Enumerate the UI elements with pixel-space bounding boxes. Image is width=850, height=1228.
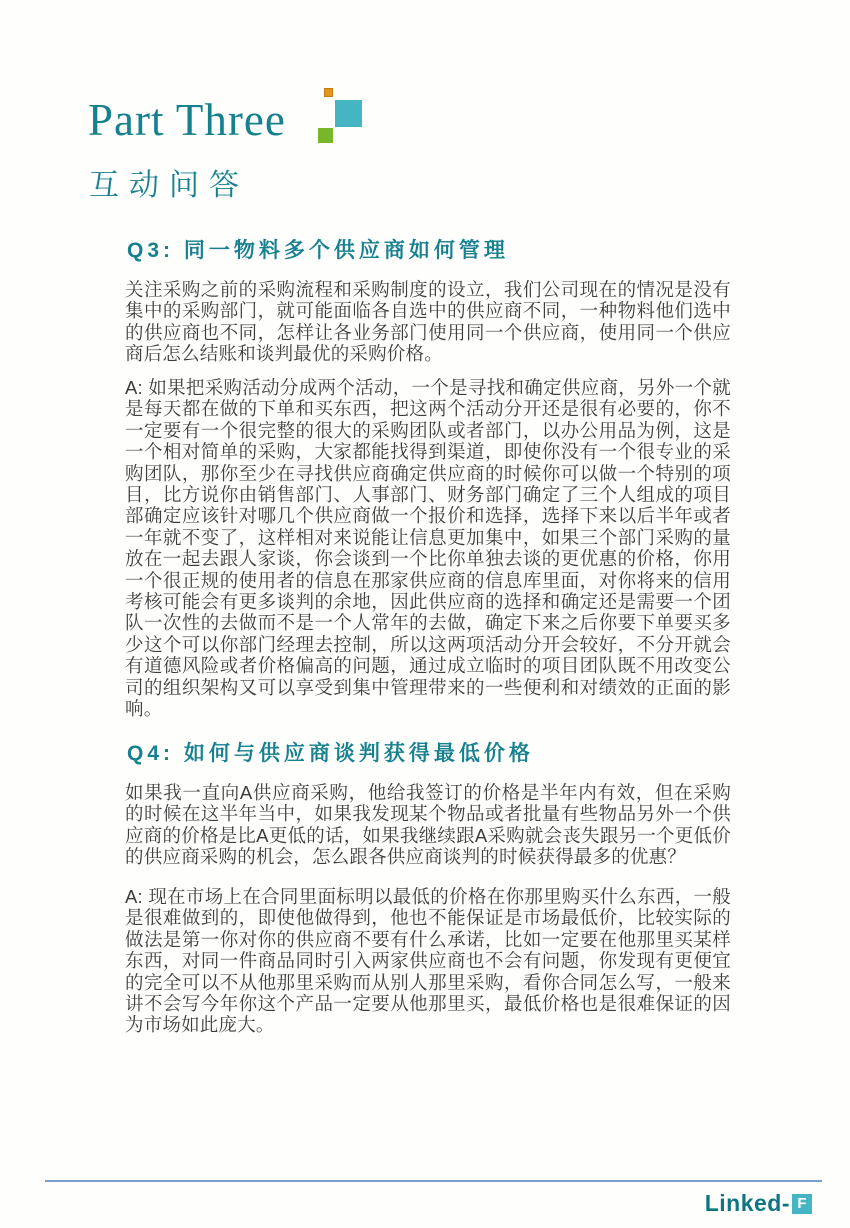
footer-divider <box>45 1180 822 1182</box>
question-text-q3: 关注采购之前的采购流程和采购制度的设立，我们公司现在的情况是没有集中的采购部门，就可能面临各自选中的供应商不同，一种物料他们选中的供应商也不同，怎样让各业务部门使用同一个供应商，使用同一个供应商后怎么结账和谈判最优的采购价格。 <box>125 279 731 365</box>
question-heading-q4: Q4: 如何与供应商谈判获得最低价格 <box>127 742 534 765</box>
section-title: 互动问答 <box>89 169 249 202</box>
logo-badge: F <box>792 1194 812 1214</box>
logo-text: Linked- <box>704 1190 790 1216</box>
question-text-q4: 如果我一直向A供应商采购，他给我签订的价格是半年内有效，但在采购的时候在这半年当中，如果我发现某个物品或者批量有些物品另外一个供应商的价格是比A更低的话，如果我继续跟A采购就会丧失跟另一个更低价的供应商采购的机会，怎么跟各供应商谈判的时候获得最多的优惠？ <box>125 782 731 868</box>
square-teal-icon <box>335 100 362 127</box>
square-orange-icon <box>324 88 333 97</box>
linkedf-logo <box>705 1190 812 1217</box>
square-green-icon <box>318 128 333 143</box>
answer-text-q3: A: 如果把采购活动分成两个活动，一个是寻找和确定供应商，另外一个就是每天都在做的下单和买东西，把这两个活动分开还是很有必要的，你不一定要有一个很完整的很大的采购团队或者部门，以办公用品为例，这是一个相对简单的采购，大家都能找得到渠道，即使你没有一个很专业的采购团队，那你至少在寻找供应商确定供应商的时候你可以做一个特别的项目，比方说你由销售部门、人事部门、财务部门确定了三个人组成的项目部确定应该针对哪几个供应商做一个报价和选择，选择下来以后半年或者一年就不变了，这样相对来说能让信息更加集中，如果三个部门采购的量放在一起去跟人家谈，你会谈到一个比你单独去谈的更优惠的价格，你用一个很正规的使用者的信息在那家供应商的信息库里面，对你将来的信用考核可能会有更多谈判的余地，因此供应商的选择和确定还是需要一个团队一次性的去做而不是一个人常年的去做，确定下来之后你要下单要买多少这个可以你部门经理去控制，所以这两项活动分开会较好，不分开就会有道德风险或者价格偏高的问题，通过成立临时的项目团队既不用改变公司的组织架构又可以享受到集中管理带来的一些便利和对绩效的正面的影响。 <box>125 377 731 720</box>
question-heading-q3: Q3: 同一物料多个供应商如何管理 <box>127 239 509 262</box>
part-title: Part Three <box>88 95 286 145</box>
decorative-squares-icon <box>318 88 366 146</box>
answer-text-q4: A: 现在市场上在合同里面标明以最低的价格在你那里购买什么东西，一般是很难做到的，即使他做得到，他也不能保证是市场最低价，比较实际的做法是第一你对你的供应商不要有什么承诺，比如一定要在他那里买某样东西，对同一件商品同时引入两家供应商也不会有问题，你发现有更便宜的完全可以不从他那里采购而从别人那里采购，看你合同怎么写，一般来讲不会写今年你这个产品一定要从他那里买，最低价格也是很难保证的因为市场如此庞大。 <box>125 886 731 1036</box>
